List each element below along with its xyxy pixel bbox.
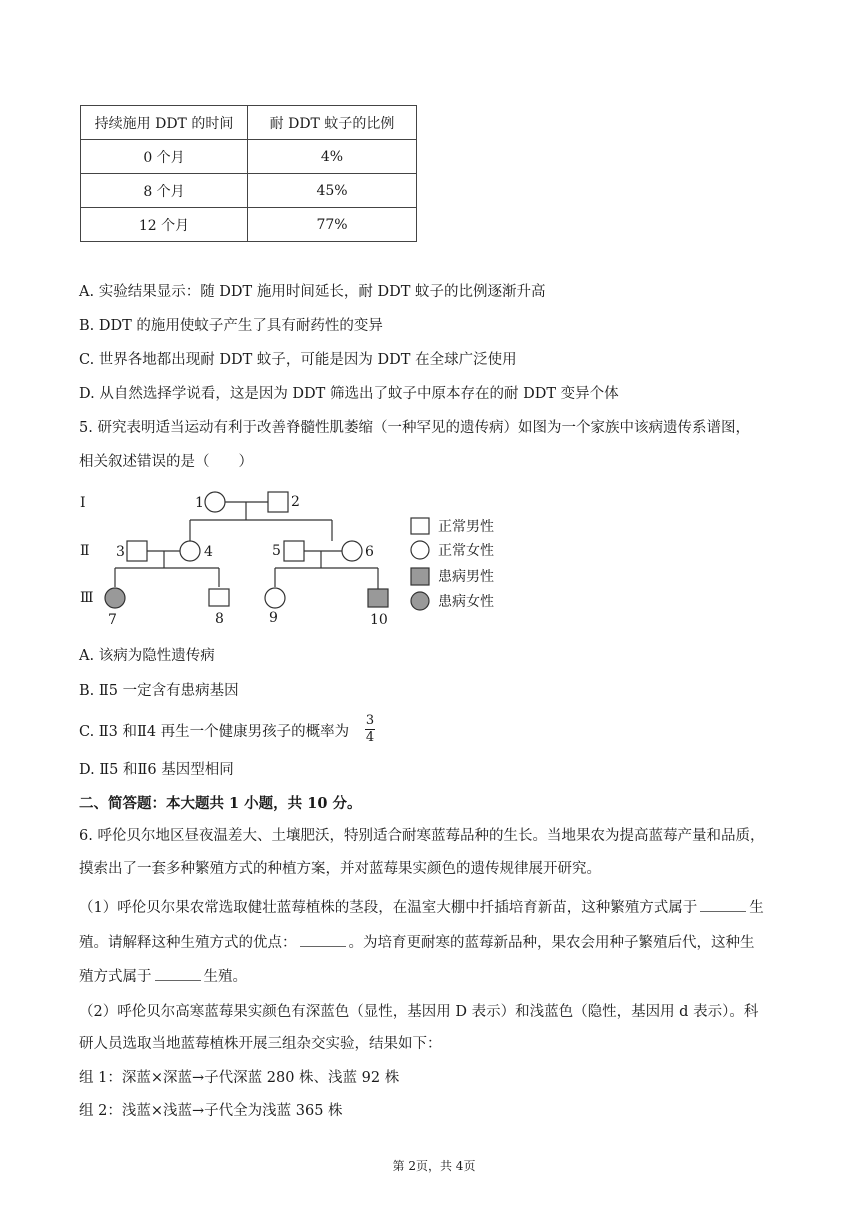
answer-blank[interactable] xyxy=(155,966,201,981)
pedigree-female-normal xyxy=(180,541,200,561)
table-cell: 8 个月 xyxy=(81,174,248,208)
table-header: 持续施用 DDT 的时间 xyxy=(81,106,248,140)
section-title: 二、简答题：本大题共 1 小题，共 10 分。 xyxy=(79,795,362,812)
q6-intro-line2: 摸索出了一套多种繁殖方式的种植方案，并对蓝莓果实颜色的遗传规律展开研究。 xyxy=(79,861,601,877)
q6-part1-line1 xyxy=(79,897,764,918)
legend-label: 正常男性 xyxy=(438,519,494,535)
pedigree-female-normal xyxy=(342,541,362,561)
pedigree-female-normal xyxy=(205,492,225,512)
q5-stem-line2: 相关叙述错误的是（ ） xyxy=(79,454,253,470)
legend-female-affected-icon xyxy=(411,592,429,610)
answer-blank[interactable] xyxy=(700,897,746,912)
q6-part1-line2 xyxy=(79,932,755,953)
pedigree-male-normal xyxy=(209,589,229,606)
q5-option-c: C. Ⅱ3 和Ⅱ4 再生一个健康男孩子的概率为 xyxy=(79,724,350,740)
q5-option-d: D. Ⅱ5 和Ⅱ6 基因型相同 xyxy=(79,762,234,778)
q5-option-a: A. 该病为隐性遗传病 xyxy=(79,648,215,664)
text: （1）呼伦贝尔果农常选取健壮蓝莓植株的茎段，在温室大棚中扦插培育新苗，这种繁殖方式属于 xyxy=(79,900,698,916)
ddt-table xyxy=(80,105,417,242)
page-footer: 第 2页，共 4页 xyxy=(392,1159,476,1173)
table-cell: 45% xyxy=(248,174,417,208)
table-row xyxy=(81,208,417,242)
q6-group1: 组 1：深蓝×深蓝→子代深蓝 280 株、浅蓝 92 株 xyxy=(79,1070,400,1086)
member-label: 5 xyxy=(272,543,281,559)
pedigree-male-normal xyxy=(268,492,288,512)
table-row xyxy=(81,140,417,174)
q4-option-c: C. 世界各地都出现耐 DDT 蚊子，可能是因为 DDT 在全球广泛使用 xyxy=(79,352,517,368)
legend-female-normal-icon xyxy=(411,541,429,559)
q4-option-b: B. DDT 的施用使蚊子产生了具有耐药性的变异 xyxy=(79,318,383,334)
member-label: 7 xyxy=(108,612,117,628)
generation-label: Ⅰ xyxy=(80,495,86,511)
q5-option-b: B. Ⅱ5 一定含有患病基因 xyxy=(79,683,239,699)
text: 殖方式属于 xyxy=(79,969,152,985)
q6-part2-line1: （2）呼伦贝尔高寒蓝莓果实颜色有深蓝色（显性，基因用 D 表示）和浅蓝色（隐性，基因用 d 表示）。科 xyxy=(79,1004,759,1020)
member-label: 8 xyxy=(215,611,224,627)
text: 生殖。 xyxy=(203,969,247,985)
pedigree-female-normal xyxy=(265,588,285,608)
legend-male-normal-icon xyxy=(411,518,429,534)
member-label: 9 xyxy=(269,610,278,626)
pedigree-male-normal xyxy=(127,541,147,561)
q6-part2-line2: 研人员选取当地蓝莓植株开展三组杂交实验，结果如下： xyxy=(79,1036,442,1052)
text: 生 xyxy=(749,900,764,916)
pedigree-chart xyxy=(78,486,508,631)
pedigree-male-normal xyxy=(284,541,304,561)
pedigree-male-affected xyxy=(368,589,388,607)
member-label: 1 xyxy=(195,495,204,511)
generation-label: Ⅱ xyxy=(80,543,90,559)
q4-option-d: D. 从自然选择学说看，这是因为 DDT 筛选出了蚊子中原本存在的耐 DDT 变异个体 xyxy=(79,386,619,402)
table-cell: 12 个月 xyxy=(81,208,248,242)
generation-label: Ⅲ xyxy=(80,590,94,606)
q6-group2: 组 2：浅蓝×浅蓝→子代全为浅蓝 365 株 xyxy=(79,1103,343,1119)
member-label: 6 xyxy=(365,544,374,560)
pedigree-female-affected xyxy=(105,588,125,608)
text: 。为培育更耐寒的蓝莓新品种，果农会用种子繁殖后代，这种生 xyxy=(348,935,755,951)
legend-male-affected-icon xyxy=(411,568,429,585)
legend-label: 患病男性 xyxy=(438,569,494,585)
table-row xyxy=(81,174,417,208)
fraction-denominator: 4 xyxy=(365,730,375,745)
answer-blank[interactable] xyxy=(300,932,346,947)
member-label: 10 xyxy=(370,612,388,628)
table-cell: 4% xyxy=(248,140,417,174)
legend-label: 患病女性 xyxy=(438,594,494,610)
text: 殖。请解释这种生殖方式的优点： xyxy=(79,935,297,951)
table-header: 耐 DDT 蚊子的比例 xyxy=(248,106,417,140)
q5-stem-line1: 5. 研究表明适当运动有利于改善脊髓性肌萎缩（一种罕见的遗传病）如图为一个家族中该病遗传系谱图， xyxy=(79,420,750,436)
table-header-row xyxy=(81,106,417,140)
q4-option-a: A. 实验结果显示：随 DDT 施用时间延长，耐 DDT 蚊子的比例逐渐升高 xyxy=(79,284,546,300)
fraction-numerator: 3 xyxy=(365,713,375,728)
member-label: 3 xyxy=(116,544,125,560)
q6-part1-line3 xyxy=(79,966,247,987)
member-label: 2 xyxy=(291,494,300,510)
table-cell: 0 个月 xyxy=(81,140,248,174)
member-label: 4 xyxy=(204,544,213,560)
legend-label: 正常女性 xyxy=(438,543,494,559)
table-cell: 77% xyxy=(248,208,417,242)
q6-intro-line1: 6. 呼伦贝尔地区昼夜温差大、土壤肥沃，特别适合耐寒蓝莓品种的生长。当地果农为提高蓝莓产量和品质， xyxy=(79,828,765,844)
